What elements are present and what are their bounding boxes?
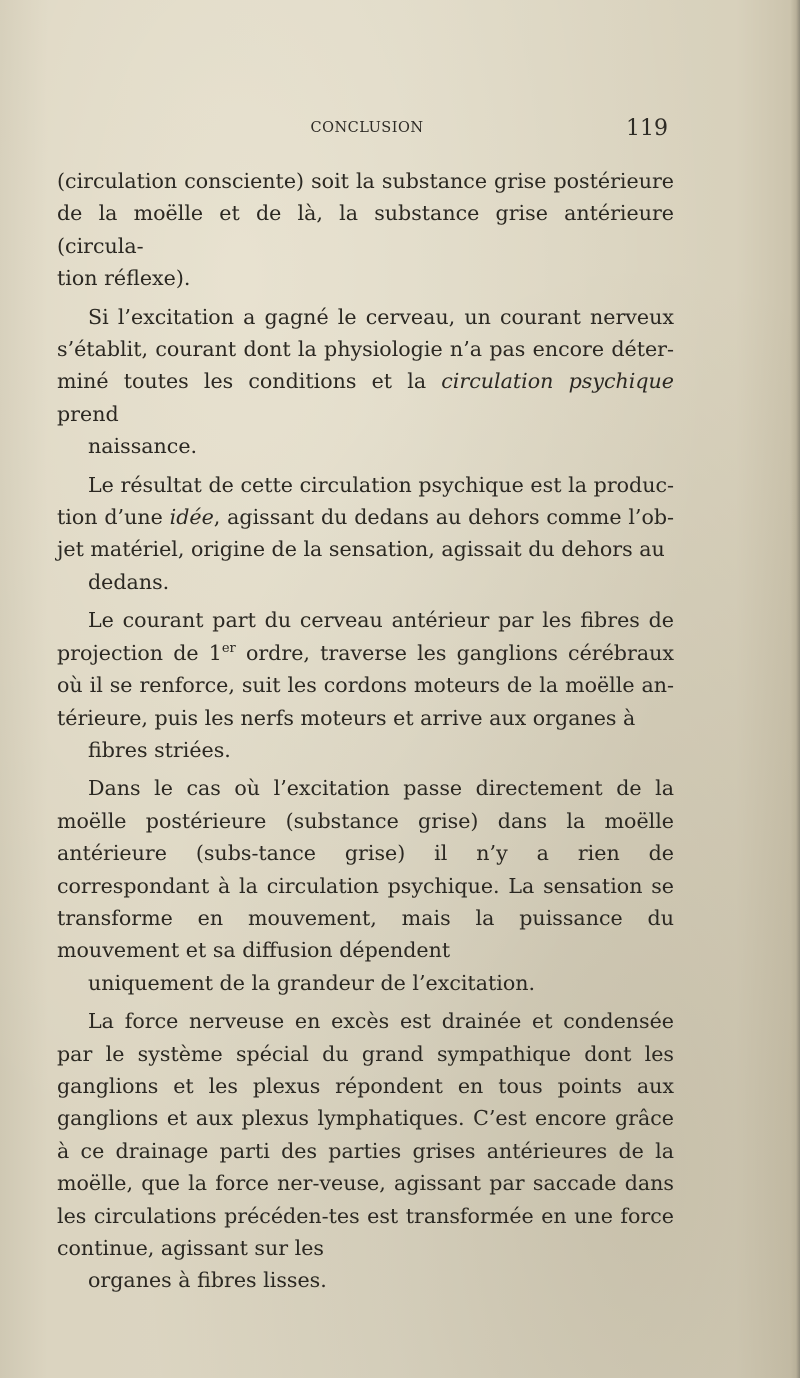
paragraph-5-last-line: uniquement de la grandeur de l’excitation. xyxy=(88,970,536,995)
paragraph-4-last-line: fibres striées. xyxy=(88,737,231,762)
paragraph-3 xyxy=(57,469,674,599)
paragraph-2-text-a: Si l’excitation a gagné le cerveau, un courant nerveux s’établit, courant dont la physiologie n’a pas encore déter-miné toutes les conditions et la xyxy=(57,304,674,394)
paragraph-4-text-a: Le courant part du cerveau antérieur par les fibres de projection de 1 xyxy=(57,608,674,665)
running-title: CONCLUSION xyxy=(310,120,424,136)
paragraph-2 xyxy=(57,301,674,463)
paragraph-5 xyxy=(57,772,674,999)
paragraph-4-text-b: ordre, traverse les ganglions cérébraux où il se renforce, suit les cordons moteurs de la moëlle an-térieure, puis les nerfs moteurs et arrive aux organes à xyxy=(57,640,674,730)
paragraph-1-last-line: tion réflexe). xyxy=(57,266,191,291)
paragraph-3-text-b: , agissant du dedans au dehors comme l’ob-jet matériel, origine de la sensation, agissait du dehors au xyxy=(57,505,674,562)
paragraph-6-text: La force nerveuse en excès est drainée et condensée par le système spécial du grand sympathique dont les ganglions et les plexus répondent en tous points aux ganglions et aux plexus lymphatiques. C’est encore grâce à ce drainage parti des parties grises antérieures de la moëlle, que la force ner-veuse, agissant par saccade dans les circulations précéden-tes est transformée en une force continue, agissant sur les xyxy=(57,1009,674,1260)
paragraph-2-text-b: prend xyxy=(57,401,119,426)
page-edge-shadow xyxy=(790,0,800,1378)
paragraph-5-text: Dans le cas où l’excitation passe directement de la moëlle postérieure (substance grise) dans la moëlle antérieure (subs-tance grise) il n’y a rien de correspondant à la circulation psychique. La sensation se transforme en mouvement, mais la puissance du mouvement et sa diffusion dépendent xyxy=(57,776,674,963)
body-text xyxy=(57,165,674,1303)
paragraph-3-text-a: Le résultat de cette circulation psychique est la produc-tion d’une xyxy=(57,472,674,530)
paragraph-3-last-line: dedans. xyxy=(88,569,170,594)
paragraph-1 xyxy=(57,165,674,295)
paragraph-3-emphasis: idée xyxy=(169,505,214,530)
paragraph-4 xyxy=(57,604,674,766)
paragraph-4-superscript: er xyxy=(221,640,236,656)
running-head xyxy=(60,116,674,140)
paragraph-2-emphasis: circulation psychique xyxy=(441,369,674,394)
paragraph-6 xyxy=(57,1005,674,1297)
paragraph-2-last-line: naissance. xyxy=(88,434,198,459)
paragraph-6-last-line: organes à fibres lisses. xyxy=(88,1268,327,1293)
paragraph-1-text: (circulation consciente) soit la substance grise postérieure de la moëlle et de là, la substance grise antérieure (circula- xyxy=(57,169,674,258)
page-number: 119 xyxy=(626,116,668,141)
